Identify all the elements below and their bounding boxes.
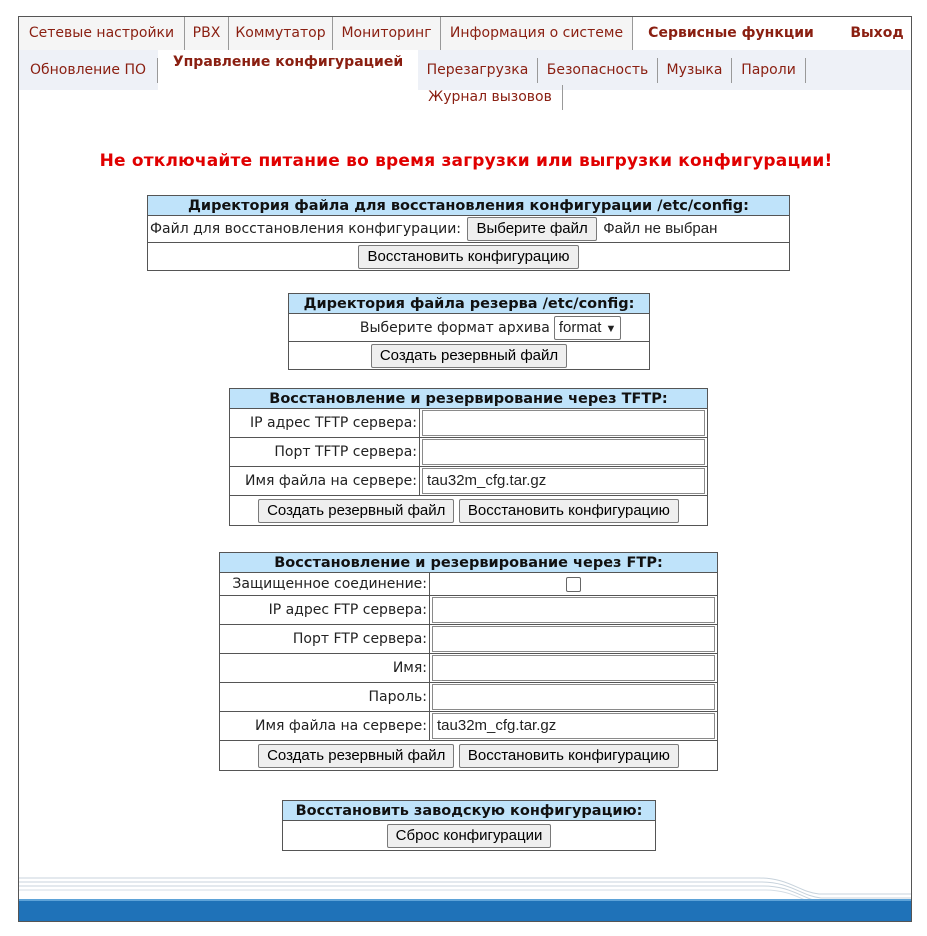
tftp-button-row (230, 496, 708, 526)
ftp-ip-cell (430, 596, 718, 625)
ftp-secure-label: Защищенное соединение: (220, 573, 430, 596)
restore-file-box (147, 195, 790, 271)
tab-service-functions[interactable]: Сервисные функции (633, 17, 829, 50)
ftp-box (219, 552, 718, 771)
no-file-chosen-text: Файл не выбран (603, 220, 718, 237)
ftp-secure-cell (430, 573, 718, 596)
footer-bar (19, 872, 911, 922)
restore-file-row (148, 216, 790, 243)
backup-file-title: Директория файла резерва /etc/config: (289, 294, 650, 314)
ftp-name-cell (430, 654, 718, 683)
warning-message: Не отключайте питание во время загрузки или выгрузки конфигурации! (99, 151, 833, 171)
tftp-port-cell (420, 438, 708, 467)
ftp-password-cell (430, 683, 718, 712)
tftp-ip-cell (420, 409, 708, 438)
ftp-password-label: Пароль: (220, 683, 430, 712)
tftp-filename-input[interactable]: tau32m_cfg.tar.gz (422, 468, 705, 494)
archive-format-label: Выберите формат архива (289, 314, 552, 342)
ftp-port-cell (430, 625, 718, 654)
logout-link[interactable]: Выход (843, 17, 911, 50)
choose-file-button[interactable]: Выберите файл (467, 217, 596, 241)
backup-button-row (289, 342, 650, 370)
ftp-port-label: Порт FTP сервера: (220, 625, 430, 654)
tftp-port-label: Порт TFTP сервера: (230, 438, 420, 467)
tftp-box (229, 388, 708, 526)
ftp-filename-input[interactable]: tau32m_cfg.tar.gz (432, 713, 715, 739)
create-backup-button[interactable]: Создать резервный файл (371, 344, 567, 368)
archive-format-select[interactable] (554, 316, 622, 340)
backup-file-box (288, 293, 650, 370)
restore-config-button[interactable]: Восстановить конфигурацию (358, 245, 578, 269)
ftp-name-label: Имя: (220, 654, 430, 683)
ftp-ip-input[interactable] (432, 597, 715, 623)
restore-file-label: Файл для восстановления конфигурации: (150, 221, 462, 237)
subtab-firmware-update[interactable]: Обновление ПО (19, 58, 158, 83)
restore-file-title: Директория файла для восстановления конфигурации /etc/config: (148, 196, 790, 216)
subtab-config-management[interactable] (158, 50, 418, 90)
subtab-config-management-label: Управление конфигурацией (172, 54, 404, 70)
subtab-reboot[interactable]: Перезагрузка (418, 58, 538, 83)
subtab-call-log[interactable]: Журнал вызовов (418, 85, 563, 110)
tftp-ip-input[interactable] (422, 410, 705, 436)
top-nav (19, 17, 911, 50)
subtab-security[interactable]: Безопасность (538, 58, 658, 83)
tab-network-settings[interactable]: Сетевые настройки (19, 17, 185, 50)
ftp-filename-cell (430, 712, 718, 741)
tftp-port-input[interactable] (422, 439, 705, 465)
chevron-down-icon: ▼ (605, 322, 617, 335)
tftp-title: Восстановление и резервирование через TFTP: (230, 389, 708, 409)
subtab-music[interactable]: Музыка (658, 58, 732, 83)
ftp-restore-config-button[interactable]: Восстановить конфигурацию (459, 744, 679, 768)
ftp-title: Восстановление и резервирование через FTP: (220, 553, 718, 573)
archive-format-value: format (558, 318, 602, 336)
ftp-secure-checkbox[interactable] (566, 577, 581, 592)
tab-pbx[interactable]: PBX (185, 17, 229, 50)
factory-reset-title: Восстановить заводскую конфигурацию: (283, 801, 656, 821)
ftp-button-row (220, 741, 718, 771)
tftp-restore-config-button[interactable]: Восстановить конфигурацию (459, 499, 679, 523)
ftp-name-input[interactable] (432, 655, 715, 681)
app-frame (18, 16, 912, 922)
subtab-passwords[interactable]: Пароли (732, 58, 806, 83)
tftp-ip-label: IP адрес TFTP сервера: (230, 409, 420, 438)
tftp-create-backup-button[interactable]: Создать резервный файл (258, 499, 454, 523)
tab-switch[interactable]: Коммутатор (229, 17, 333, 50)
sub-nav (19, 50, 911, 106)
ftp-port-input[interactable] (432, 626, 715, 652)
tab-system-info[interactable]: Информация о системе (441, 17, 633, 50)
factory-reset-box (282, 800, 656, 851)
factory-reset-row (283, 821, 656, 851)
tab-monitoring[interactable]: Мониторинг (333, 17, 441, 50)
tftp-filename-cell (420, 467, 708, 496)
ftp-password-input[interactable] (432, 684, 715, 710)
archive-format-cell (552, 314, 650, 342)
ftp-create-backup-button[interactable]: Создать резервный файл (258, 744, 454, 768)
tftp-filename-label: Имя файла на сервере: (230, 467, 420, 496)
restore-button-row (148, 243, 790, 271)
ftp-filename-label: Имя файла на сервере: (220, 712, 430, 741)
factory-reset-button[interactable]: Сброс конфигурации (387, 824, 552, 848)
ftp-ip-label: IP адрес FTP сервера: (220, 596, 430, 625)
